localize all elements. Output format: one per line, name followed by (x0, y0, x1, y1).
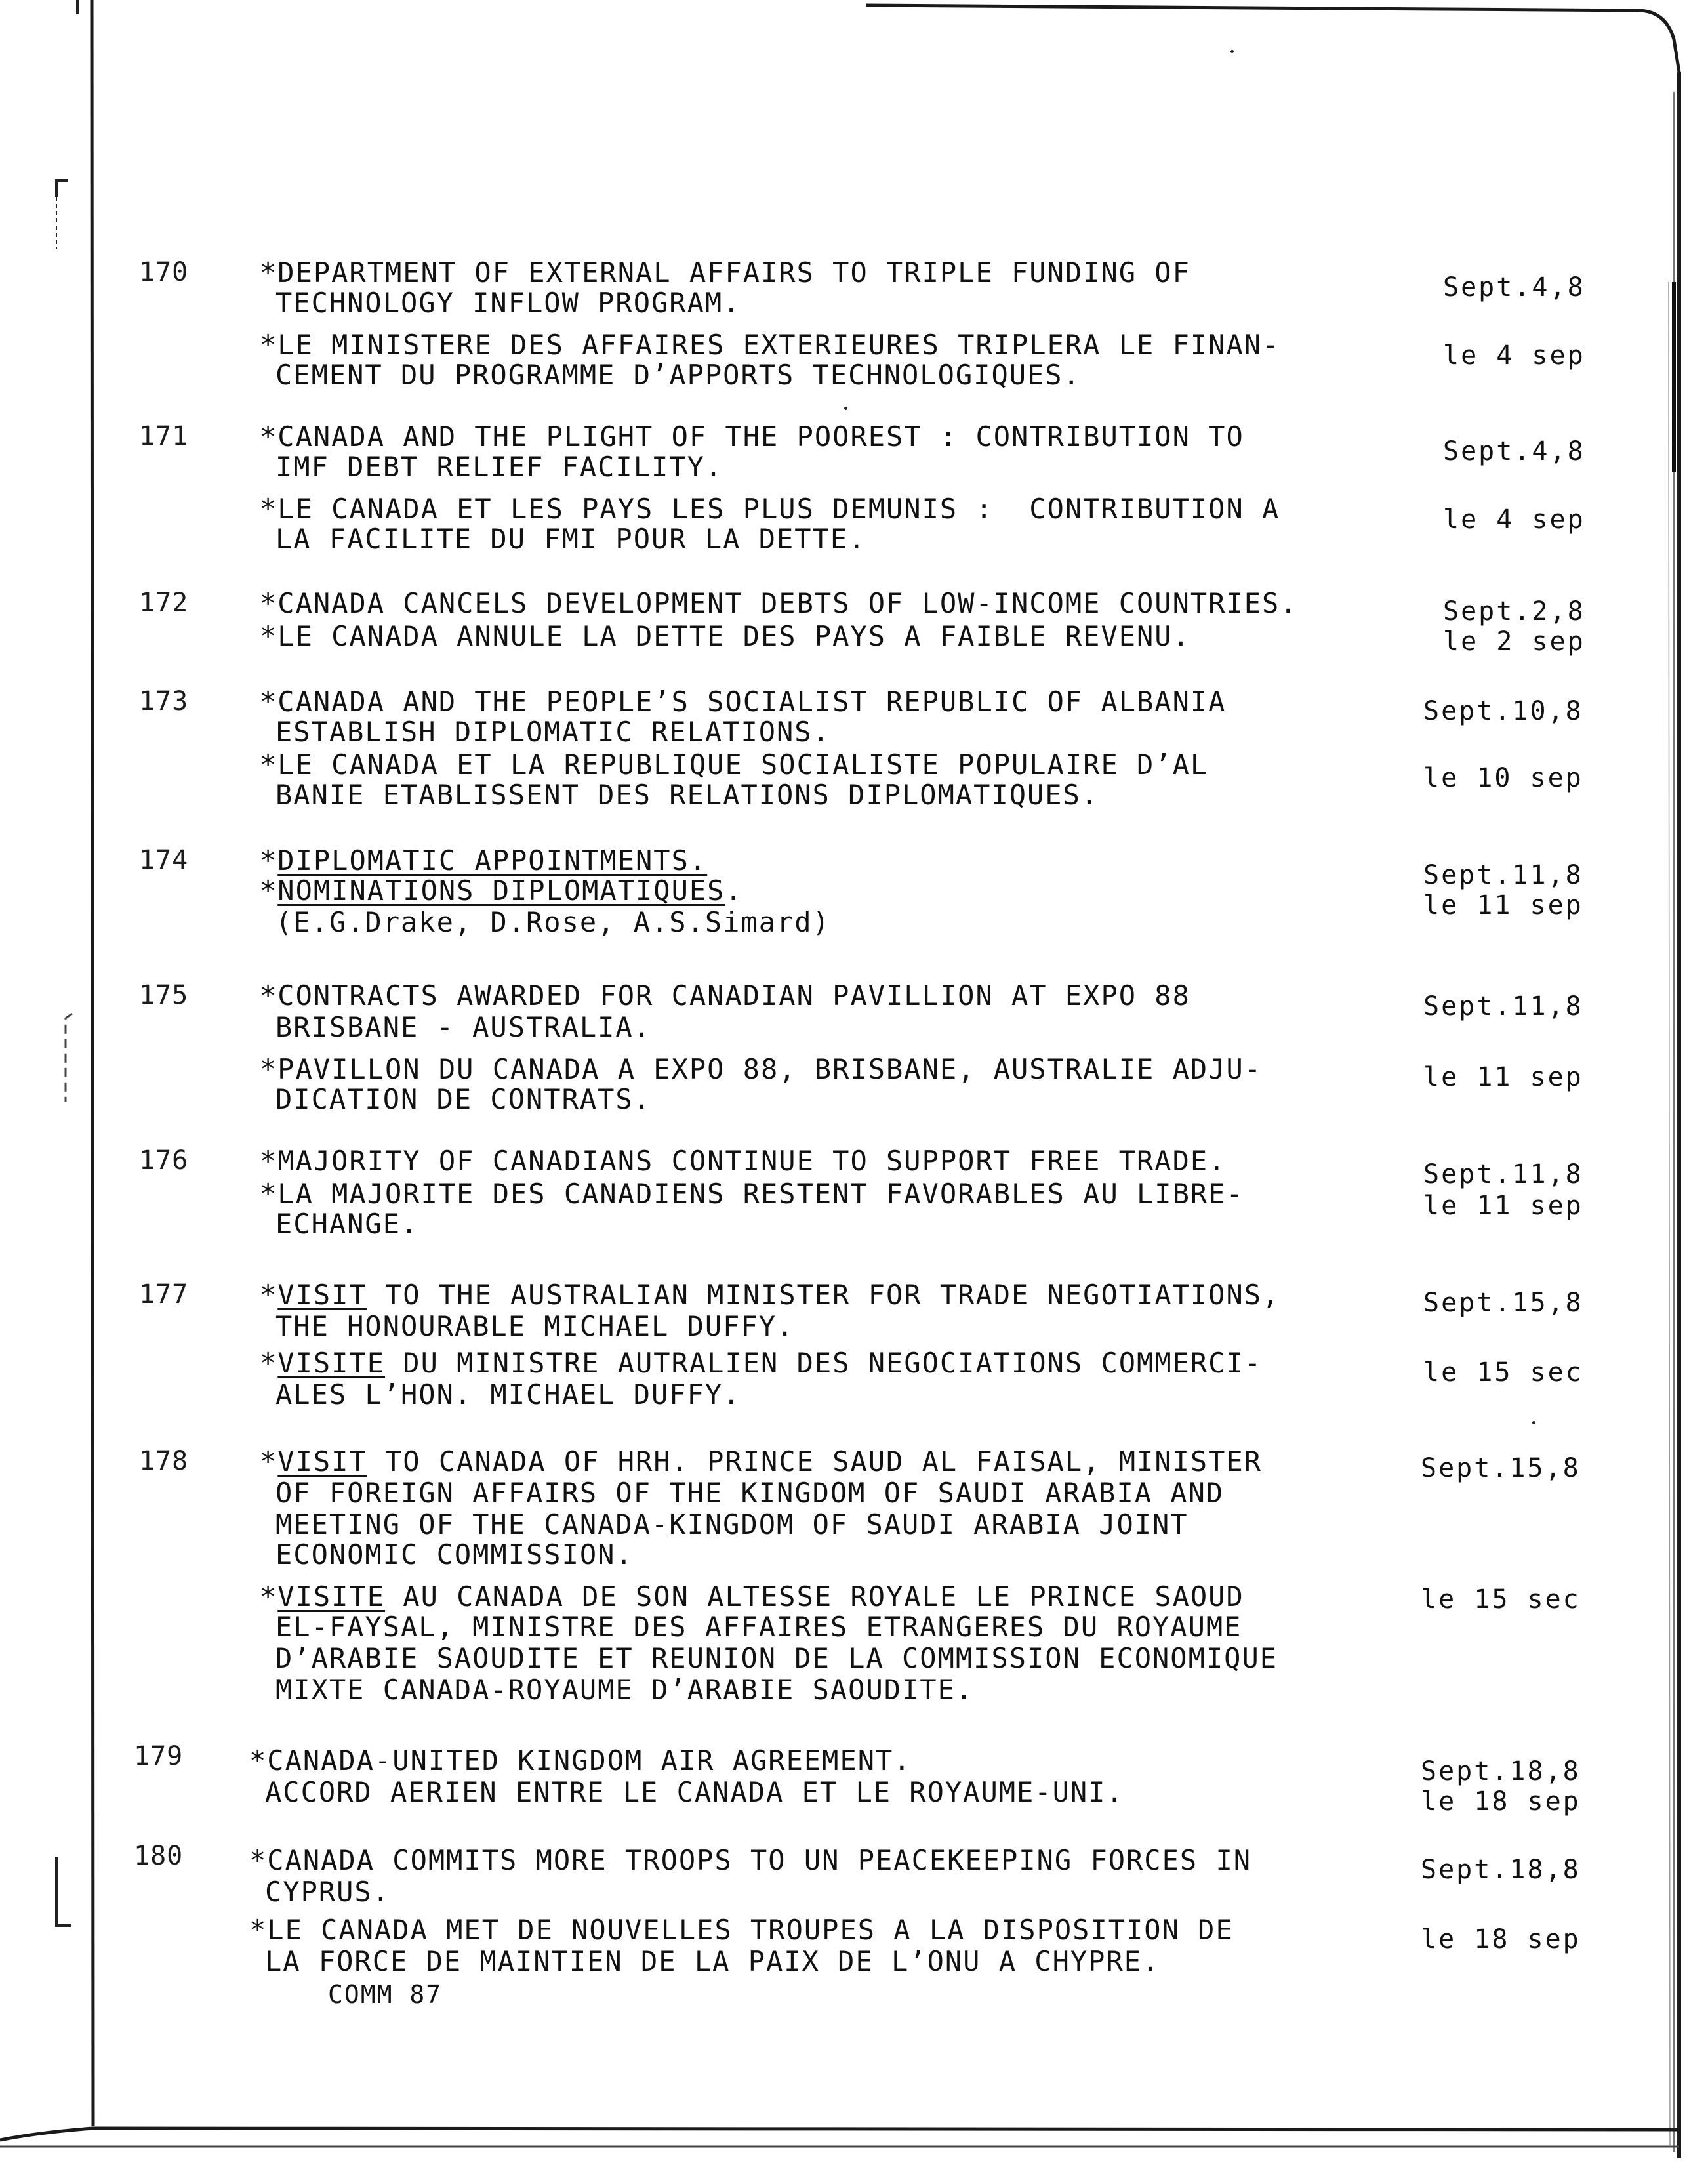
entry-line: *NOMINATIONS DIPLOMATIQUES. (260, 875, 743, 907)
date-en: Sept.11,8 (1423, 991, 1583, 1021)
entry-line: THE HONOURABLE MICHAEL DUFFY. (275, 1310, 795, 1342)
entry-line: MIXTE CANADA-ROYAUME D’ARABIE SAOUDITE. (275, 1674, 974, 1706)
entry-number: 170 (139, 257, 189, 287)
entry-number: 173 (139, 686, 189, 716)
entry-line: *DIPLOMATIC APPOINTMENTS. (260, 844, 708, 876)
entry-line: ECHANGE. (275, 1208, 419, 1240)
date-en: Sept.4,8 (1443, 436, 1585, 466)
entry-line: BRISBANE - AUSTRALIA. (275, 1011, 652, 1043)
date-fr: le 18 sep (1421, 1924, 1581, 1954)
entry-number: 174 (139, 845, 189, 875)
entry-line: MEETING OF THE CANADA-KINGDOM OF SAUDI ARABIA JOINT (275, 1508, 1189, 1540)
date-en: Sept.11,8 (1423, 1159, 1583, 1189)
entry-number: 178 (139, 1446, 189, 1476)
entry-line: *DEPARTMENT OF EXTERNAL AFFAIRS TO TRIPLE FUNDING OF (260, 257, 1190, 289)
date-fr: le 11 sep (1423, 1062, 1583, 1092)
entry-line: *LE CANADA ANNULE LA DETTE DES PAYS A FAIBLE REVENU. (260, 620, 1190, 652)
entry-line: *LE CANADA ET LA REPUBLIQUE SOCIALISTE POPULAIRE D’AL (260, 749, 1209, 781)
entry-number: 179 (134, 1741, 184, 1771)
entry-line: *VISIT TO THE AUSTRALIAN MINISTER FOR TRADE NEGOTIATIONS, (260, 1279, 1280, 1311)
entry-line: *CANADA AND THE PLIGHT OF THE POOREST : CONTRIBUTION TO (260, 421, 1244, 453)
entry-line: IMF DEBT RELIEF FACILITY. (275, 451, 723, 483)
date-fr: le 2 sep (1443, 627, 1585, 657)
date-fr: le 11 sep (1423, 890, 1583, 920)
date-fr: le 10 sep (1423, 763, 1583, 793)
date-en: Sept.18,8 (1421, 1855, 1581, 1885)
entry-line: *CANADA AND THE PEOPLE’S SOCIALIST REPUBLIC OF ALBANIA (260, 686, 1227, 718)
entry-number: 171 (139, 421, 189, 451)
entry-line: *VISITE DU MINISTRE AUTRALIEN DES NEGOCIATIONS COMMERCI- (260, 1347, 1263, 1379)
entry-line: DICATION DE CONTRATS. (275, 1083, 652, 1115)
entry-line: *LE CANADA MET DE NOUVELLES TROUPES A LA DISPOSITION DE (249, 1914, 1234, 1946)
entry-line: *LA MAJORITE DES CANADIENS RESTENT FAVORABLES AU LIBRE- (260, 1178, 1244, 1210)
entry-line: *PAVILLON DU CANADA A EXPO 88, BRISBANE, AUSTRALIE ADJU- (260, 1053, 1263, 1085)
entry-line: BANIE ETABLISSENT DES RELATIONS DIPLOMATIQUES. (275, 779, 1099, 811)
entry-line: LA FACILITE DU FMI POUR LA DETTE. (275, 523, 866, 555)
entry-line: *MAJORITY OF CANADIANS CONTINUE TO SUPPORT FREE TRADE. (260, 1145, 1227, 1177)
entry-number: 175 (139, 980, 189, 1010)
entry-line: *LE CANADA ET LES PAYS LES PLUS DEMUNIS : CONTRIBUTION A (260, 493, 1280, 525)
entry-line: ESTABLISH DIPLOMATIC RELATIONS. (275, 716, 830, 748)
entry-number: 180 (134, 1841, 184, 1871)
entry-line: *CONTRACTS AWARDED FOR CANADIAN PAVILLION AT EXPO 88 (260, 979, 1190, 1012)
entry-number: 177 (139, 1279, 189, 1309)
entry-number: 176 (139, 1145, 189, 1176)
entry-line: OF FOREIGN AFFAIRS OF THE KINGDOM OF SAUDI ARABIA AND (275, 1477, 1225, 1509)
date-fr: le 15 sec (1423, 1357, 1583, 1388)
entry-line: D’ARABIE SAOUDITE ET REUNION DE LA COMMISSION ECONOMIQUE (275, 1642, 1278, 1674)
document-code: COMM 87 (328, 1980, 443, 2009)
entry-line: *VISIT TO CANADA OF HRH. PRINCE SAUD AL FAISAL, MINISTER (260, 1445, 1263, 1477)
entry-line: CYPRUS. (265, 1876, 391, 1908)
entry-line: *VISITE AU CANADA DE SON ALTESSE ROYALE LE PRINCE SAOUD (260, 1580, 1244, 1613)
date-en: Sept.11,8 (1423, 860, 1583, 890)
scan-speck (844, 407, 847, 410)
date-fr: le 15 sec (1421, 1584, 1581, 1615)
entry-line: ALES L’HON. MICHAEL DUFFY. (275, 1378, 741, 1411)
date-fr: le 4 sep (1443, 505, 1585, 535)
entry-line: *CANADA COMMITS MORE TROOPS TO UN PEACEKEEPING FORCES IN (249, 1844, 1252, 1876)
date-en: Sept.18,8 (1421, 1756, 1581, 1786)
scan-speck (1230, 50, 1234, 53)
entry-line: ECONOMIC COMMISSION. (275, 1538, 634, 1571)
entry-line: *CANADA-UNITED KINGDOM AIR AGREEMENT. (249, 1744, 912, 1777)
entry-line: TECHNOLOGY INFLOW PROGRAM. (275, 287, 741, 319)
date-en: Sept.4,8 (1443, 272, 1585, 302)
date-en: Sept.15,8 (1423, 1288, 1583, 1318)
entry-line: (E.G.Drake, D.Rose, A.S.Simard) (275, 906, 830, 938)
scan-speck (1532, 1421, 1535, 1424)
entry-line: ACCORD AERIEN ENTRE LE CANADA ET LE ROYAUME-UNI. (265, 1776, 1124, 1808)
entry-line: LA FORCE DE MAINTIEN DE LA PAIX DE L’ONU A CHYPRE. (265, 1945, 1160, 1977)
entry-number: 172 (139, 588, 189, 618)
date-en: Sept.10,8 (1423, 696, 1583, 726)
entry-line: *LE MINISTERE DES AFFAIRES EXTERIEURES TRIPLERA LE FINAN- (260, 329, 1280, 361)
entry-line: *CANADA CANCELS DEVELOPMENT DEBTS OF LOW-INCOME COUNTRIES. (260, 587, 1298, 619)
date-en: Sept.15,8 (1421, 1453, 1581, 1483)
date-fr: le 4 sep (1443, 340, 1585, 371)
entry-line: CEMENT DU PROGRAMME D’APPORTS TECHNOLOGIQUES. (275, 359, 1081, 391)
date-fr: le 11 sep (1423, 1191, 1583, 1221)
entry-line: EL-FAYSAL, MINISTRE DES AFFAIRES ETRANGERES DU ROYAUME (275, 1611, 1242, 1643)
date-fr: le 18 sep (1421, 1786, 1581, 1817)
date-en: Sept.2,8 (1443, 596, 1585, 627)
